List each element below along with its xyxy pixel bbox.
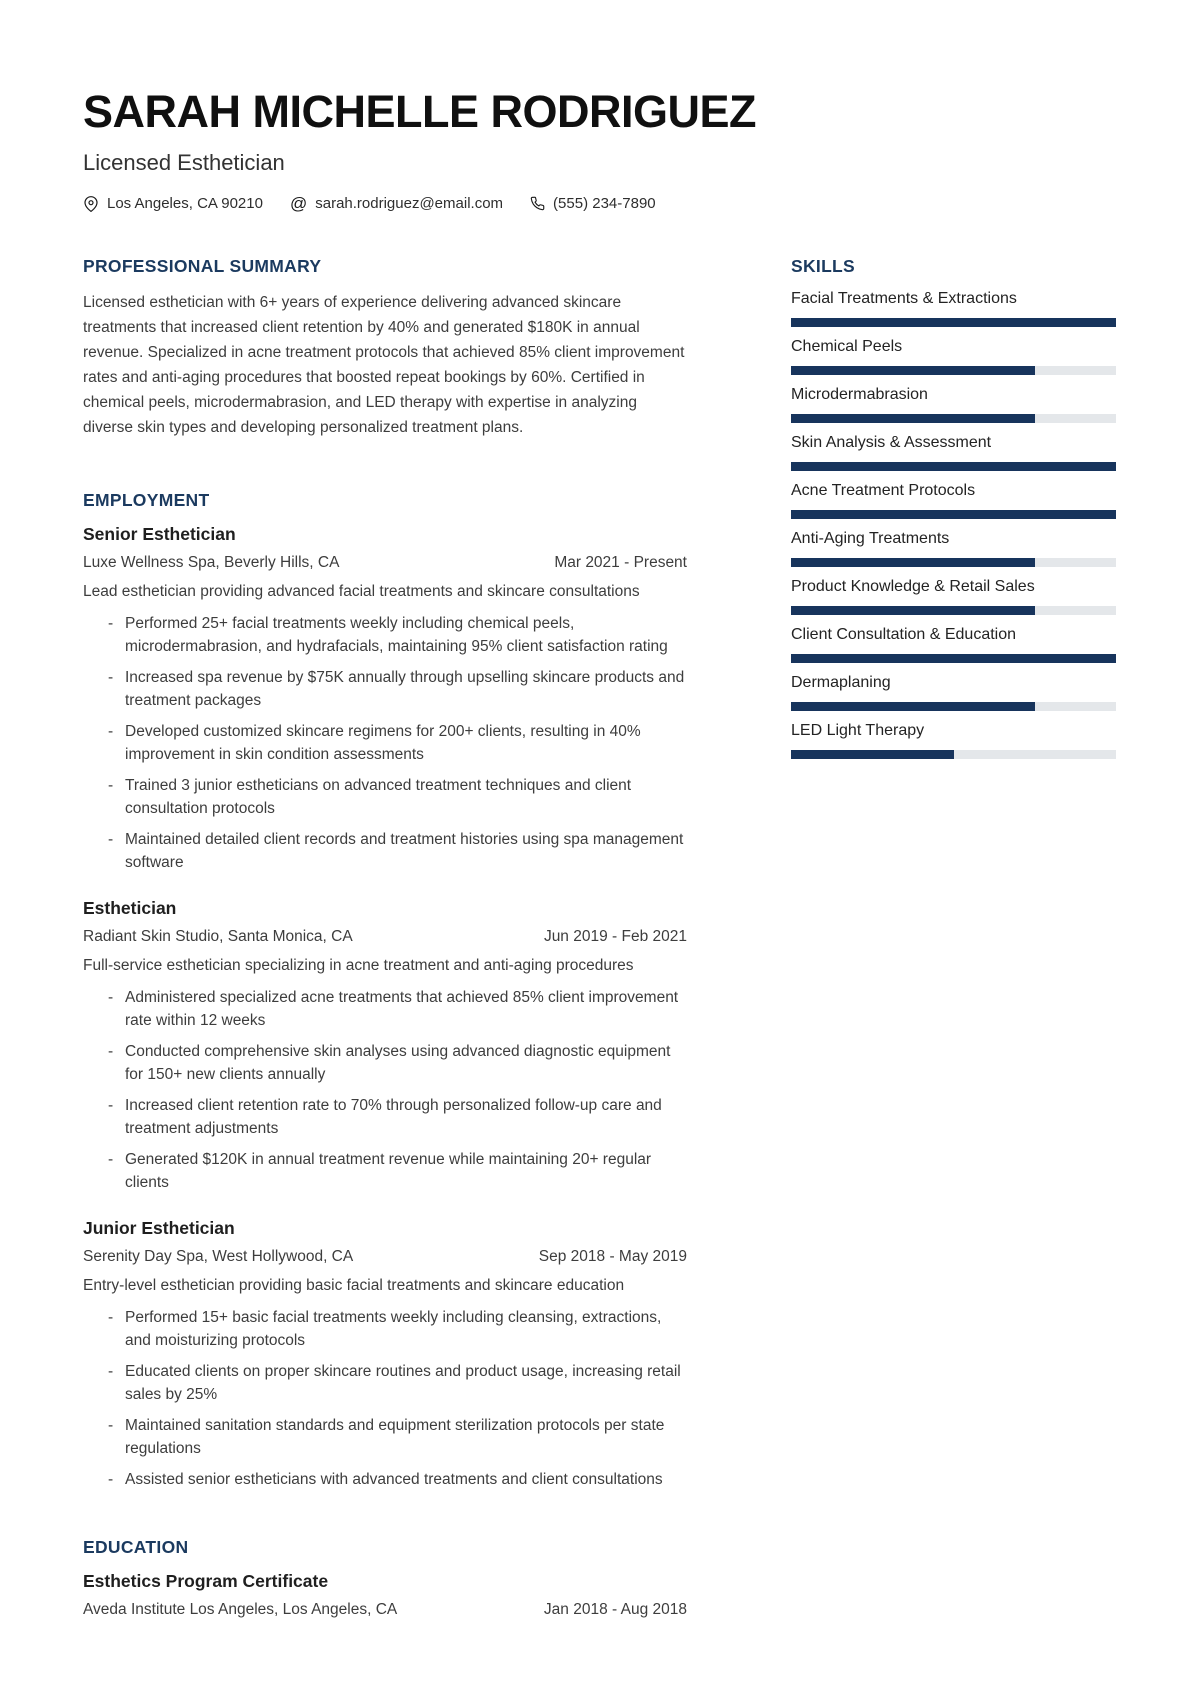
job-bullet (83, 1414, 687, 1460)
bullet-dash-marker: - (108, 1417, 114, 1434)
skill-name: Skin Analysis & Assessment (791, 434, 992, 451)
contact-email (290, 195, 503, 212)
contact-phone-text: (555) 234-7890 (553, 195, 656, 212)
job-bullet (83, 1148, 687, 1194)
at-sign-icon: @ (289, 193, 308, 213)
bullet-dash-marker: - (108, 777, 114, 794)
bullet-dash-marker: - (108, 831, 114, 848)
jobs-list (83, 524, 687, 1491)
bullet-dash-marker: - (108, 1043, 114, 1060)
job-title: Senior Esthetician (83, 524, 236, 544)
job-entry (83, 1218, 687, 1491)
bullet-dash-marker: - (108, 615, 114, 632)
employment-section (83, 490, 687, 1491)
skill-bar-fill (791, 654, 1116, 663)
skill-bar-track (791, 702, 1116, 711)
skill-bar-track (791, 606, 1116, 615)
skill-name: LED Light Therapy (791, 722, 925, 739)
skill-bar-fill (791, 606, 1035, 615)
skill-bar-track (791, 414, 1116, 423)
job-bullet (83, 1094, 687, 1140)
skill-bar-track (791, 510, 1116, 519)
contact-location (83, 195, 263, 212)
job-entry (83, 898, 687, 1194)
job-bullet (83, 1040, 687, 1086)
bullet-text: Performed 15+ basic facial treatments weekly including cleansing, extractions, and moisturizing protocols (125, 1309, 662, 1349)
company-name: Luxe Wellness Spa, Beverly Hills, CA (83, 554, 340, 571)
job-entry (83, 524, 687, 874)
job-bullet (83, 666, 687, 712)
job-dates: Mar 2021 - Present (554, 554, 687, 571)
job-dates: Sep 2018 - May 2019 (538, 1248, 687, 1265)
company-name: Radiant Skin Studio, Santa Monica, CA (83, 928, 353, 945)
candidate-job-title: Licensed Esthetician (83, 150, 285, 175)
skill-bar-fill (791, 702, 1035, 711)
job-company-row (83, 552, 687, 573)
skill-name: Client Consultation & Education (791, 626, 1017, 643)
skill-name: Microdermabrasion (791, 386, 928, 403)
skill-bar-fill (791, 750, 954, 759)
resume-header (83, 88, 1112, 212)
degree-title: Esthetics Program Certificate (83, 1571, 329, 1591)
contact-row (83, 195, 1112, 212)
education-dates: Jan 2018 - Aug 2018 (543, 1601, 687, 1618)
skill-bar-track (791, 558, 1116, 567)
job-bullet (83, 720, 687, 766)
bullet-dash-marker: - (108, 669, 114, 686)
contact-email-text: sarah.rodriguez@email.com (315, 195, 504, 212)
job-title: Esthetician (83, 898, 177, 918)
skill-name: Dermaplaning (791, 674, 891, 691)
school-name: Aveda Institute Los Angeles, Los Angeles, CA (83, 1601, 398, 1618)
candidate-name: SARAH MICHELLE RODRIGUEZ (83, 86, 756, 137)
bullet-text: Developed customized skincare regimens for 200+ clients, resulting in 40% improvement in skin condition assessments (125, 723, 641, 763)
job-company-row (83, 1246, 687, 1267)
professional-summary-section (83, 256, 687, 440)
content-columns (83, 256, 1112, 1627)
bullet-text: Generated $120K in annual treatment revenue while maintaining 20+ regular clients (125, 1151, 652, 1191)
job-bullet (83, 1468, 687, 1491)
skill-bar-fill (791, 510, 1116, 519)
skill-bar-track (791, 654, 1116, 663)
bullet-text: Conducted comprehensive skin analyses using advanced diagnostic equipment for 150+ new clients annually (125, 1043, 671, 1083)
job-description: Lead esthetician providing advanced facial treatments and skincare consultations (83, 583, 640, 600)
skill-bar-fill (791, 558, 1035, 567)
job-dates: Jun 2019 - Feb 2021 (543, 928, 687, 945)
job-title: Junior Esthetician (83, 1218, 235, 1238)
phone-icon (530, 196, 545, 211)
bullet-text: Maintained detailed client records and treatment histories using spa management software (125, 831, 684, 871)
bullet-text: Increased client retention rate to 70% through personalized follow-up care and treatment adjustments (125, 1097, 662, 1137)
job-bullet (83, 1306, 687, 1352)
bullet-text: Increased spa revenue by $75K annually through upselling skincare products and treatment packages (125, 669, 685, 709)
bullet-dash-marker: - (108, 1363, 114, 1380)
job-description: Entry-level esthetician providing basic facial treatments and skincare education (83, 1277, 625, 1294)
skill-entry (791, 482, 1116, 519)
summary-text: Licensed esthetician with 6+ years of experience delivering advanced skincare treatments that increased client retention by 40% and generated $180K in annual revenue. Specialized in acne treatment protocols that achieved 85% client improvement rates and anti-aging procedures that boosted repeat bookings by 60%. Certified in chemical peels, microdermabrasion, and LED therapy with expertise in analyzing diverse skin types and developing personalized treatment plans. (83, 294, 685, 436)
skill-entry (791, 722, 1116, 759)
education-heading: EDUCATION (83, 1537, 189, 1557)
employment-heading: EMPLOYMENT (83, 490, 210, 510)
job-company-row (83, 926, 687, 947)
education-section (83, 1537, 687, 1620)
contact-phone (530, 195, 656, 212)
skill-name: Product Knowledge & Retail Sales (791, 578, 1035, 595)
job-bullet (83, 828, 687, 874)
skill-entry (791, 434, 1116, 471)
job-bullet (83, 774, 687, 820)
bullet-text: Maintained sanitation standards and equipment sterilization protocols per state regulations (125, 1417, 665, 1457)
map-pin-icon (83, 196, 99, 212)
bullet-dash-marker: - (108, 1309, 114, 1326)
job-bullet (83, 1360, 687, 1406)
bullet-dash-marker: - (108, 1471, 114, 1488)
bullet-dash-marker: - (108, 1097, 114, 1114)
skill-bar-track (791, 750, 1116, 759)
job-bullet (83, 612, 687, 658)
skill-entry (791, 530, 1116, 567)
skill-entry (791, 626, 1116, 663)
skill-name: Chemical Peels (791, 338, 903, 355)
skill-entry (791, 338, 1116, 375)
summary-heading: PROFESSIONAL SUMMARY (83, 256, 322, 276)
skills-heading: SKILLS (791, 256, 856, 276)
skill-bar-fill (791, 318, 1116, 327)
job-bullets (83, 986, 687, 1194)
bullet-dash-marker: - (108, 989, 114, 1006)
job-bullets (83, 612, 687, 874)
education-school-row (83, 1599, 687, 1620)
bullet-dash-marker: - (108, 723, 114, 740)
bullet-text: Assisted senior estheticians with advanced treatments and client consultations (125, 1471, 663, 1488)
job-description: Full-service esthetician specializing in acne treatment and anti-aging procedures (83, 957, 634, 974)
skill-entry (791, 290, 1116, 327)
job-bullets (83, 1306, 687, 1491)
company-name: Serenity Day Spa, West Hollywood, CA (83, 1248, 354, 1265)
skill-bar-fill (791, 462, 1116, 471)
skill-bar-track (791, 366, 1116, 375)
skill-bar-track (791, 462, 1116, 471)
bullet-text: Administered specialized acne treatments that achieved 85% client improvement rate within 12 weeks (125, 989, 679, 1029)
bullet-text: Performed 25+ facial treatments weekly including chemical peels, microdermabrasion, and hydrafacials, maintaining 95% client satisfaction rating (125, 615, 668, 655)
skills-column (791, 256, 1116, 1627)
skill-bar-fill (791, 414, 1035, 423)
skill-entry (791, 674, 1116, 711)
skill-bar-track (791, 318, 1116, 327)
main-column (83, 256, 687, 1627)
bullet-text: Educated clients on proper skincare routines and product usage, increasing retail sales by 25% (125, 1363, 681, 1403)
skill-entry (791, 578, 1116, 615)
skills-list (791, 290, 1116, 759)
bullet-dash-marker: - (108, 1151, 114, 1168)
skill-bar-fill (791, 366, 1035, 375)
job-bullet (83, 986, 687, 1032)
skill-name: Facial Treatments & Extractions (791, 290, 1017, 307)
contact-location-text: Los Angeles, CA 90210 (107, 195, 263, 212)
skill-name: Anti-Aging Treatments (791, 530, 950, 547)
skill-entry (791, 386, 1116, 423)
bullet-text: Trained 3 junior estheticians on advanced treatment techniques and client consultation protocols (125, 777, 632, 817)
skill-name: Acne Treatment Protocols (791, 482, 976, 499)
